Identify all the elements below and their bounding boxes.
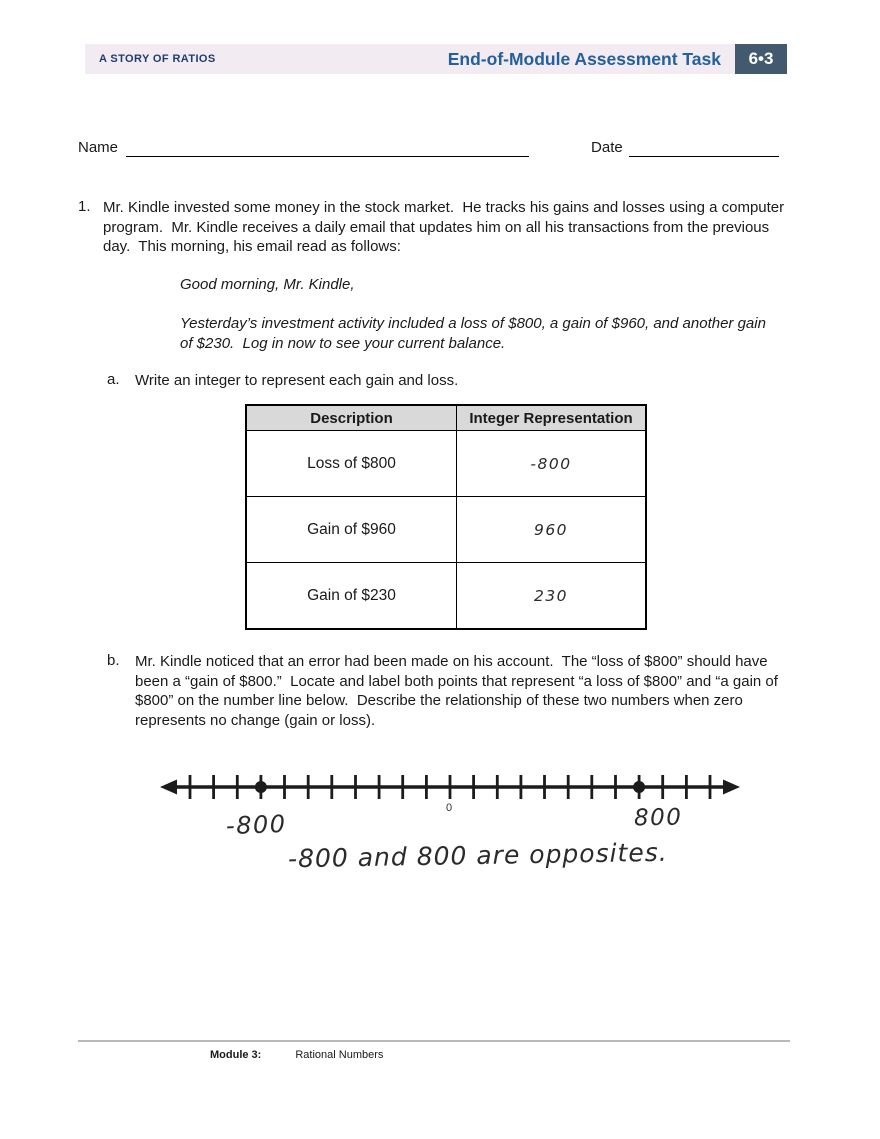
part-b-label: b. xyxy=(107,652,120,669)
handwritten-answer-text: -800 and 800 are opposites. xyxy=(287,837,668,874)
name-date-row xyxy=(78,138,782,157)
integer-answer-cell: 230 xyxy=(457,563,647,630)
description-cell: Gain of $960 xyxy=(246,497,457,563)
module-badge: 6•3 xyxy=(735,44,787,74)
date-label: Date xyxy=(591,139,623,156)
integer-table xyxy=(245,404,647,630)
table-row xyxy=(246,497,646,563)
email-body: Yesterday’s investment activity included a loss of $800, a gain of $960, and another gain of $230. Log in now to see your current balance. xyxy=(180,315,771,352)
description-cell: Gain of $230 xyxy=(246,563,457,630)
header-band xyxy=(85,44,735,74)
name-blank-line xyxy=(126,138,529,157)
integer-answer-cell: 960 xyxy=(457,497,647,563)
table-header-row xyxy=(246,405,646,431)
column-header-integer: Integer Representation xyxy=(457,405,647,431)
name-label: Name xyxy=(78,139,119,156)
table-row xyxy=(246,563,646,630)
email-greeting: Good morning, Mr. Kindle, xyxy=(180,276,355,293)
question-intro: Mr. Kindle invested some money in the stock market. He tracks his gains and losses using a computer program. Mr. Kindle receives a daily email that updates him on all his transactions from the previous day. This morning, his email read as follows: xyxy=(103,199,789,255)
date-blank-line xyxy=(629,138,779,157)
integer-answer-cell: -800 xyxy=(457,431,647,497)
part-b xyxy=(107,652,789,730)
point-positive-800 xyxy=(634,782,645,793)
handwritten-negative-800-label: -800 xyxy=(225,809,287,841)
zero-tick-label: 0 xyxy=(446,802,453,814)
question-number: 1. xyxy=(78,198,91,215)
part-b-prompt: Mr. Kindle noticed that an error had been made on his account. The “loss of $800” should have been a “gain of $800.” Locate and label both points that represent “a loss of $800” and “a gain of $800” on the number line below. Describe the relationship of these two numbers when zero represents no change (gain or loss). xyxy=(135,653,783,729)
footer-module-title: Rational Numbers xyxy=(295,1049,384,1061)
footer-module-label: Module 3: xyxy=(210,1049,262,1061)
page-footer xyxy=(210,1049,383,1061)
page-header xyxy=(85,44,787,74)
handwritten-positive-800-label: 800 xyxy=(633,804,683,832)
question-1 xyxy=(78,198,792,257)
email-greeting-block xyxy=(180,275,780,295)
right-arrow-icon xyxy=(723,780,740,795)
page-title: End-of-Module Assessment Task xyxy=(447,48,721,69)
part-a-label: a. xyxy=(107,371,120,388)
series-label: A STORY OF RATIOS xyxy=(99,53,216,65)
left-arrow-icon xyxy=(160,780,177,795)
description-cell: Loss of $800 xyxy=(246,431,457,497)
part-a xyxy=(107,371,787,391)
column-header-description: Description xyxy=(246,405,457,431)
number-line xyxy=(150,755,790,905)
footer-divider xyxy=(78,1040,790,1042)
part-a-prompt: Write an integer to represent each gain and loss. xyxy=(135,372,459,389)
table-row xyxy=(246,431,646,497)
email-body-block xyxy=(180,314,780,353)
point-negative-800 xyxy=(255,782,266,793)
